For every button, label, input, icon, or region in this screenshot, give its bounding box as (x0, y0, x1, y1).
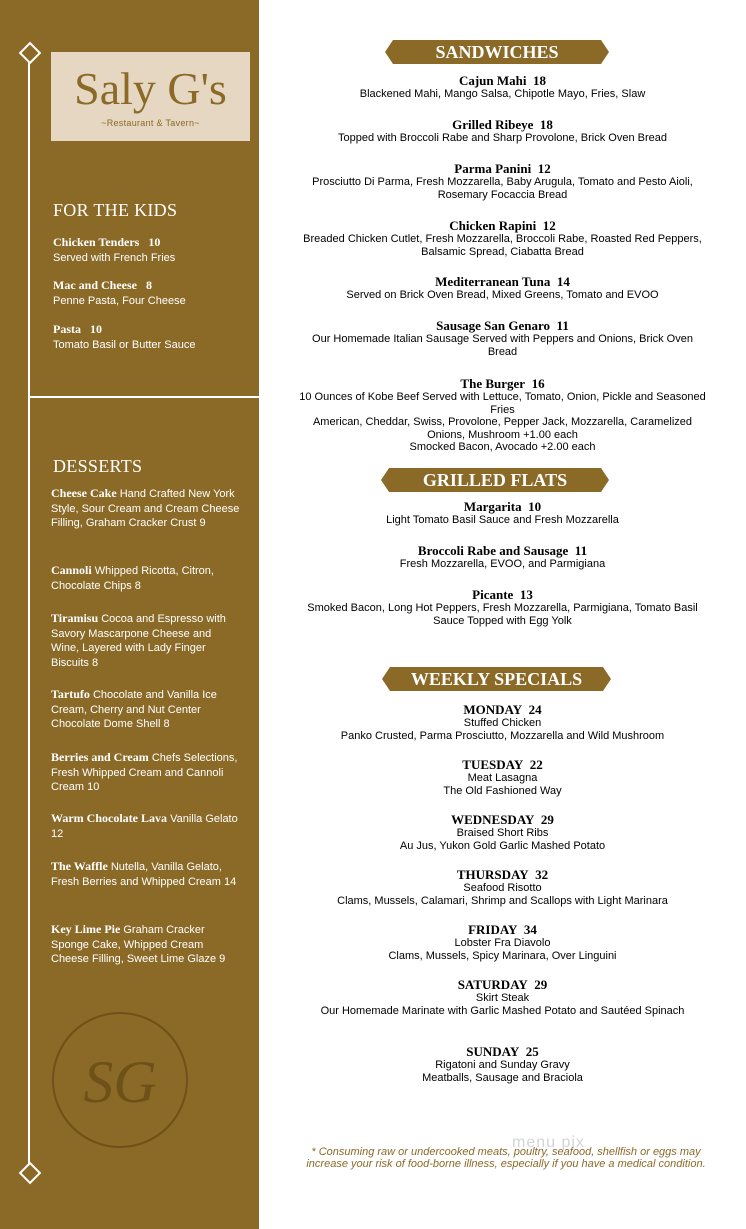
flat-item (259, 588, 746, 627)
special-desc: Clams, Mussels, Spicy Marinara, Over Linguini (388, 949, 617, 962)
dessert-item (51, 486, 241, 531)
diamond-top-icon (19, 42, 42, 65)
logo-subtitle: ~Restaurant & Tavern~ (101, 118, 200, 128)
dessert-desc: Chefs Selections, Fresh Whipped Cream and Cannoli Cream (51, 752, 238, 794)
special-item (259, 868, 746, 907)
item-name: Sausage San Genaro (436, 318, 551, 333)
special-desc: Panko Crusted, Parma Prosciutto, Mozzarella and Wild Mushroom (340, 729, 665, 742)
dessert-name: Berries and Cream (51, 750, 149, 764)
special-price: 34 (523, 922, 537, 937)
dessert-desc: Whipped Ricotta, Citron, Chocolate Chips (51, 565, 214, 592)
sandwich-item (259, 74, 746, 101)
item-desc: Prosciutto Di Parma, Fresh Mozzarella, Baby Arugula, Tomato and Pesto Aioli, Rosemary Focaccia Bread (312, 176, 693, 201)
item-desc: Smoked Bacon, Long Hot Peppers, Fresh Mozzarella, Parmigiana, Tomato Basil Sauce Topped with Egg Yolk (307, 602, 698, 627)
item-desc: Light Tomato Basil Sauce and Fresh Mozzarella (386, 514, 619, 526)
item-price: 16 (531, 376, 545, 391)
kids-item-name: Chicken Tenders (53, 235, 140, 249)
dessert-name: Tiramisu (51, 611, 99, 625)
flat-item (259, 500, 746, 527)
special-item (259, 1045, 746, 1084)
dessert-desc: Nutella, Vanilla Gelato, Fresh Berries and Whipped Cream (51, 861, 222, 888)
item-desc: Breaded Chicken Cutlet, Fresh Mozzarella, Broccoli Rabe, Roasted Red Peppers, Balsamic Spread, Ciabatta Bread (303, 233, 702, 258)
item-price: 12 (542, 218, 556, 233)
item-addons: American, Cheddar, Swiss, Provolone, Pepper Jack, Mozzarella, Caramelized Onions, Mushroom +1.00 each (312, 416, 693, 441)
special-desc: Meatballs, Sausage and Braciola (422, 1071, 583, 1084)
dessert-item (51, 859, 241, 889)
dessert-item (51, 563, 241, 593)
food-safety-disclaimer: * Consuming raw or undercooked meats, poultry, seafood, shellfish or eggs may increase your risk of food-borne illness, especially if you have a medical condition. (306, 1146, 706, 1170)
special-dish: Meat Lasagna (467, 772, 538, 784)
sandwich-item (259, 377, 746, 454)
sandwich-item (259, 219, 746, 258)
kids-item-desc: Served with French Fries (53, 252, 176, 264)
special-price: 22 (529, 757, 543, 772)
special-desc: The Old Fashioned Way (443, 784, 562, 797)
item-name: Chicken Rapini (449, 218, 537, 233)
item-name: Broccoli Rabe and Sausage (417, 543, 569, 558)
special-item (259, 813, 746, 852)
dessert-desc: Cocoa and Espresso with Savory Mascarpone Cheese and Wine, Layered with Lady Finger Biscuits (51, 613, 226, 669)
special-day: SATURDAY (457, 977, 528, 992)
dessert-item (51, 611, 241, 670)
dessert-price: 10 (87, 781, 100, 794)
dessert-name: Cheese Cake (51, 486, 117, 500)
item-name: The Burger (460, 376, 526, 391)
special-day: TUESDAY (462, 757, 524, 772)
special-price: 32 (535, 867, 549, 882)
desserts-heading: DESSERTS (53, 456, 143, 476)
dessert-name: Warm Chocolate Lava (51, 811, 167, 825)
watermark: menu pix (512, 1134, 585, 1151)
special-price: 24 (528, 702, 542, 717)
dessert-price: 8 (163, 718, 170, 731)
kids-item (53, 322, 253, 351)
kids-item-price: 8 (146, 278, 152, 292)
item-desc: Fresh Mozzarella, EVOO, and Parmigiana (399, 558, 606, 570)
sandwich-item (259, 319, 746, 358)
dessert-name: Cannoli (51, 563, 92, 577)
weekly-specials-heading: WEEKLY SPECIALS (390, 667, 603, 691)
special-day: FRIDAY (468, 922, 518, 937)
special-price: 25 (525, 1044, 539, 1059)
monogram-logo: SG (52, 1012, 188, 1148)
dessert-price: 9 (199, 517, 206, 530)
special-item (259, 758, 746, 797)
item-desc: Our Homemade Italian Sausage Served with Peppers and Onions, Brick Oven Bread (312, 333, 693, 358)
logo-title: Saly G's (74, 63, 227, 114)
diamond-bottom-icon (19, 1162, 42, 1185)
special-day: WEDNESDAY (451, 812, 535, 827)
kids-item (53, 278, 253, 307)
dessert-price: 9 (219, 953, 226, 966)
special-price: 29 (534, 977, 548, 992)
special-dish: Lobster Fra Diavolo (454, 937, 551, 949)
special-price: 29 (540, 812, 554, 827)
item-price: 18 (539, 117, 553, 132)
item-addons: Smocked Bacon, Avocado +2.00 each (409, 441, 596, 453)
item-price: 13 (519, 587, 533, 602)
special-item (259, 923, 746, 962)
vertical-divider (28, 52, 30, 1170)
sandwich-item (259, 275, 746, 302)
restaurant-logo (51, 52, 250, 141)
dessert-item (51, 922, 241, 967)
item-price: 12 (537, 161, 551, 176)
special-day: THURSDAY (456, 867, 529, 882)
item-name: Grilled Ribeye (452, 117, 534, 132)
item-desc: 10 Ounces of Kobe Beef Served with Lettuce, Tomato, Onion, Pickle and Seasoned Fries (299, 391, 706, 416)
special-item (259, 978, 746, 1017)
sandwich-item (259, 162, 746, 201)
special-desc: Au Jus, Yukon Gold Garlic Mashed Potato (399, 839, 606, 852)
grilled-flats-heading: GRILLED FLATS (389, 468, 601, 492)
dessert-price: 12 (51, 827, 64, 840)
special-desc: Clams, Mussels, Calamari, Shrimp and Scallops with Light Marinara (337, 894, 668, 907)
dessert-desc: Chocolate and Vanilla Ice Cream, Cherry and Nut Center Chocolate Dome Shell (51, 689, 217, 731)
item-price: 11 (574, 543, 588, 558)
sidebar (0, 0, 259, 1229)
item-desc: Topped with Broccoli Rabe and Sharp Provolone, Brick Oven Bread (338, 132, 667, 144)
flat-item (259, 544, 746, 571)
kids-item-price: 10 (148, 235, 161, 249)
kids-item-name: Mac and Cheese (53, 278, 137, 292)
kids-item (53, 235, 253, 264)
special-day: SUNDAY (466, 1044, 520, 1059)
horizontal-divider (28, 396, 259, 398)
special-day: MONDAY (463, 702, 523, 717)
special-desc: Our Homemade Marinate with Garlic Mashed Potato and Sautéed Spinach (320, 1004, 685, 1017)
kids-heading: FOR THE KIDS (53, 200, 178, 220)
dessert-item (51, 687, 241, 732)
item-desc: Blackened Mahi, Mango Salsa, Chipotle Mayo, Fries, Slaw (359, 88, 646, 100)
dessert-item (51, 811, 241, 841)
item-price: 14 (556, 274, 570, 289)
dessert-price: 8 (91, 656, 99, 669)
dessert-name: Tartufo (51, 687, 90, 701)
kids-item-price: 10 (90, 322, 102, 336)
special-dish: Rigatoni and Sunday Gravy (435, 1059, 570, 1071)
dessert-desc: Vanilla Gelato (170, 813, 238, 825)
item-price: 18 (533, 73, 547, 88)
item-price: 11 (556, 318, 569, 333)
kids-item-desc: Tomato Basil or Butter Sauce (53, 339, 196, 351)
item-desc: Served on Brick Oven Bread, Mixed Greens, Tomato and EVOO (346, 289, 659, 301)
dessert-desc: Hand Crafted New York Style, Sour Cream and Cream Cheese Filling, Graham Cracker Crust (51, 488, 240, 530)
dessert-price: 8 (134, 579, 141, 592)
dessert-desc: Graham Cracker Sponge Cake, Whipped Cream Cheese Filling, Sweet Lime Glaze (51, 924, 217, 966)
kids-item-desc: Penne Pasta, Four Cheese (53, 295, 186, 307)
dessert-name: Key Lime Pie (51, 922, 121, 936)
item-name: Cajun Mahi (458, 73, 527, 88)
item-price: 10 (528, 499, 542, 514)
special-dish: Braised Short Ribs (456, 827, 549, 839)
item-name: Margarita (463, 499, 522, 514)
special-dish: Seafood Risotto (463, 882, 542, 894)
kids-item-name: Pasta (53, 322, 81, 336)
item-name: Parma Panini (454, 161, 532, 176)
item-name: Picante (472, 587, 514, 602)
dessert-name: The Waffle (51, 859, 108, 873)
sandwich-item (259, 118, 746, 145)
dessert-item (51, 750, 241, 795)
sandwiches-heading: SANDWICHES (393, 40, 601, 64)
dessert-price: 14 (224, 875, 237, 888)
special-dish: Stuffed Chicken (463, 717, 542, 729)
special-dish: Skirt Steak (475, 992, 530, 1004)
main-menu (259, 0, 746, 1229)
item-name: Mediterranean Tuna (435, 274, 551, 289)
special-item (259, 703, 746, 742)
